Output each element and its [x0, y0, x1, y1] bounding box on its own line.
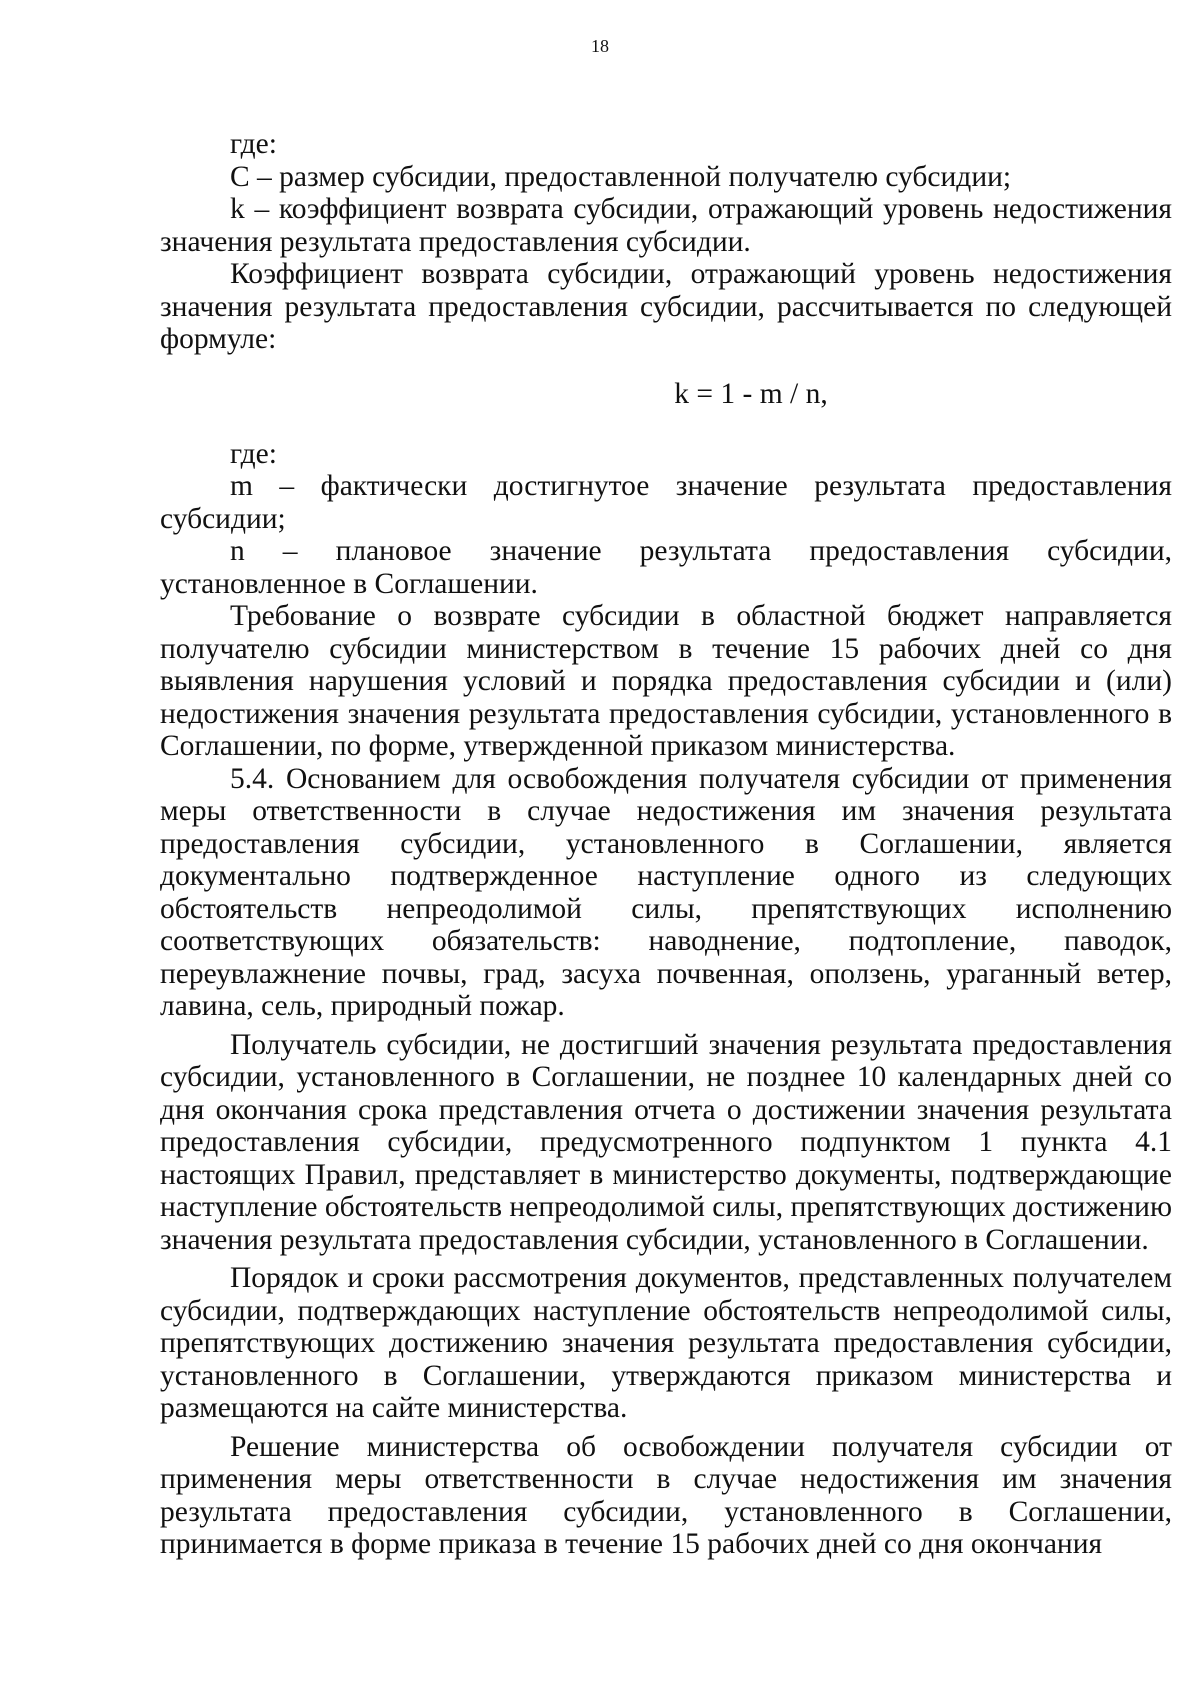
paragraph-coefficient-intro: Коэффициент возврата субсидии, отражающий уровень недостижения значения результата предоставления субсидии, рассчитывается по следующей формуле:	[160, 258, 1172, 355]
document-body	[160, 128, 1172, 1561]
paragraph-def-n: n – плановое значение результата предоставления субсидии, установленное в Соглашении.	[160, 535, 1172, 600]
paragraph-review-procedure: Порядок и сроки рассмотрения документов, представленных получателем субсидии, подтверждающих наступление обстоятельств непреодолимой силы, препятствующих достижению значения результата предоставления субсидии, установленного в Соглашении, утверждаются приказом министерства и размещаются на сайте министерства.	[160, 1262, 1172, 1424]
paragraph-where-1: где:	[230, 128, 277, 160]
paragraph-def-k: k – коэффициент возврата субсидии, отражающий уровень недостижения значения результата предоставления субсидии.	[160, 193, 1172, 258]
paragraph-where-2: где:	[230, 437, 277, 470]
paragraph-def-m: m – фактически достигнутое значение результата предоставления субсидии;	[160, 470, 1172, 535]
paragraph-ministry-decision: Решение министерства об освобождении получателя субсидии от применения меры ответственности в случае недостижения им значения результата предоставления субсидии, установленного в Соглашении, принимается в форме приказа в течение 15 рабочих дней со дня окончания	[160, 1430, 1172, 1560]
page-number: 18	[591, 36, 609, 56]
formula: k = 1 - m / n,	[674, 377, 828, 410]
paragraph-refund-requirement: Требование о возврате субсидии в областной бюджет направляется получателю субсидии министерством в течение 15 рабочих дней со дня выявления нарушения условий и порядка предоставления субсидии и (или) недостижения значения результата предоставления субсидии, установленного в Соглашении, по форме, утвержденной приказом министерства.	[160, 600, 1172, 762]
paragraph-section-5-4: 5.4. Основанием для освобождения получателя субсидии от применения меры ответственности в случае недостижения им значения результата предоставления субсидии, установленного в Соглашении, является документально подтвержденное наступление одного из следующих обстоятельств непреодолимой силы, препятствующих исполнению соответствующих обязательств: наводнение, подтопление, паводок, переувлажнение почвы, град, засуха почвенная, оползень, ураганный ветер, лавина, сель, природный пожар.	[160, 762, 1172, 1022]
paragraph-def-c: С – размер субсидии, предоставленной получателю субсидии;	[230, 160, 1012, 193]
paragraph-recipient-documents: Получатель субсидии, не достигший значения результата предоставления субсидии, установленного в Соглашении, не позднее 10 календарных дней со дня окончания срока представления отчета о достижении значения результата предоставления субсидии, предусмотренного подпунктом 1 пункта 4.1 настоящих Правил, представляет в министерство документы, подтверждающие наступление обстоятельств непреодолимой силы, препятствующих достижению значения результата предоставления субсидии, установленного в Соглашении.	[160, 1028, 1173, 1256]
